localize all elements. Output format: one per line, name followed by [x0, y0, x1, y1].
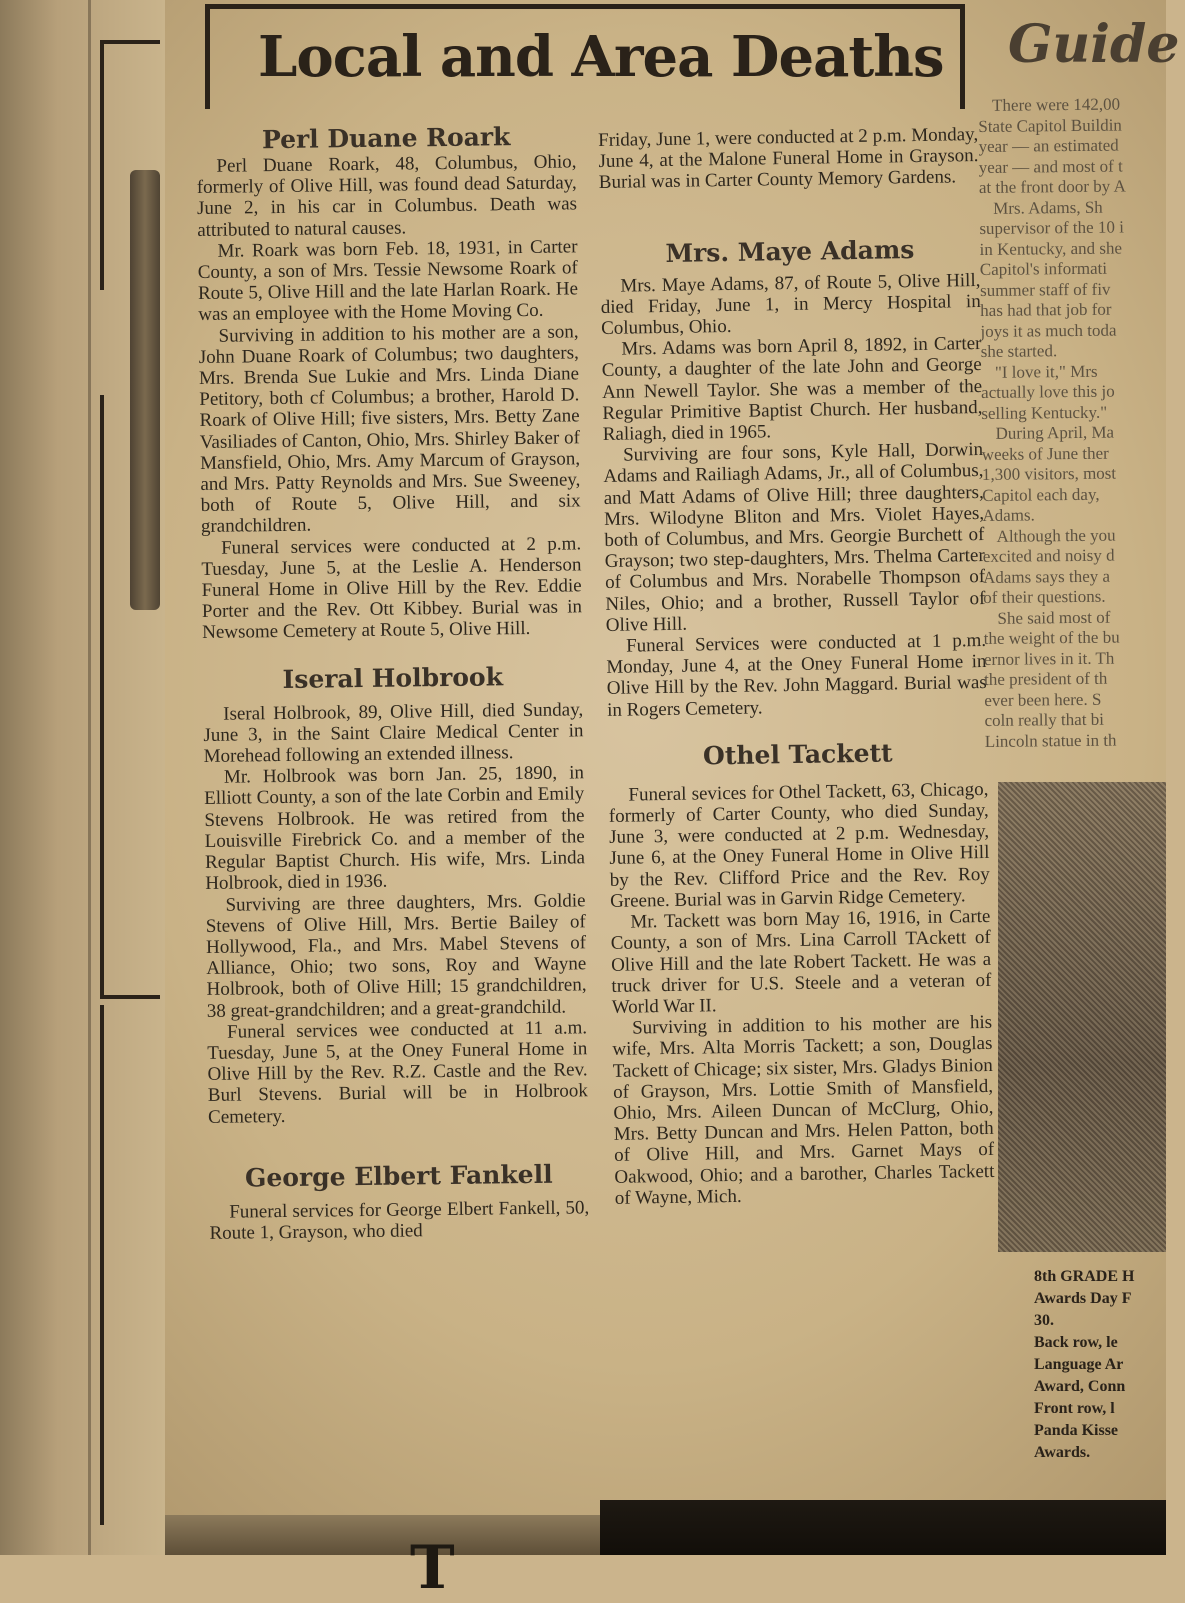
column-rule	[100, 40, 160, 44]
obit-paragraph: Mr. Holbrook was born Jan. 25, 1890, in Elliott County, a son of the late Corbin and Emily Stevens Holbrook. He was retired from the Louisville Firebrick Co. and a member of the Regular Baptist Church. His wife, Mrs. Linda Holbrook, died in 1936.	[204, 762, 586, 895]
column-one	[196, 121, 590, 1244]
column-three-line: Adams says they a	[982, 566, 1111, 587]
column-three-line: State Capitol Buildin	[978, 114, 1122, 136]
obit-paragraph: Funeral services were conducted at 2 p.m. Tuesday, June 5, at the Leslie A. Henderson Funeral Home in Olive Hill by the Rev. Eddie Porter and the Rev. Ott Kibbey. Burial was in Newsome Cemetery at Route 5, Olive Hill.	[201, 532, 583, 644]
column-three-line: During April, Ma	[995, 422, 1115, 443]
column-three-line: supervisor of the 10 i	[979, 217, 1124, 238]
photo-caption	[1034, 1266, 1174, 1464]
caption-line: Back row, le	[1034, 1334, 1118, 1351]
column-three-line: weeks of June ther	[981, 443, 1109, 464]
column-three-line: There were 142,00	[991, 94, 1121, 115]
obit-paragraph: Mr. Tackett was born May 16, 1916, in Carte County, a son of Mrs. Lina Carroll TAckett of Olive Hill and the late Robert Tackett. He was a truck driver for U.S. Steele and a veteran of World War II.	[610, 906, 992, 1018]
obit-paragraph: Mrs. Adams was born April 8, 1892, in Carter County, a daughter of the late John and George Ann Newell Taylor. She was a member of the Regular Primitive Baptist Church. Her husband, Raliagh, died in 1965.	[601, 333, 983, 445]
column-three-line: at the front door by A	[978, 176, 1126, 197]
column-three-line: selling Kentucky."	[981, 402, 1108, 423]
caption-line: Awards Day F	[1034, 1290, 1132, 1307]
obit-paragraph: Funeral services wee conducted at 11 a.m. Tuesday, June 5, at the Oney Funeral Home in Olive Hill by the Rev. R.Z. Castle and the Rev. Burl Stevens. Burial will be in Holbrook Cemetery.	[207, 1017, 588, 1128]
obit-paragraph: Funeral services for George Elbert Fankell, 50, Route 1, Grayson, who died	[209, 1197, 590, 1244]
column-three-line: of their questions.	[983, 586, 1106, 607]
obit-heading: Mrs. Maye Adams	[665, 234, 915, 268]
column-three	[978, 94, 1185, 752]
column-three-line: ever been here. S	[984, 689, 1102, 710]
page-bottom-shadow	[600, 1500, 1166, 1555]
column-three-line: Mrs. Adams, Sh	[993, 197, 1103, 218]
column-three-line: Adams.	[982, 505, 1035, 525]
column-three-line: in Kentucky, and she	[979, 238, 1123, 259]
column-three-line: coln really that bi	[984, 709, 1105, 730]
obit-heading: Othel Tackett	[702, 738, 893, 771]
column-three-line: "I love it," Mrs	[994, 361, 1098, 382]
page-bottom-edge	[165, 1515, 605, 1555]
obit-paragraph: Surviving are three daughters, Mrs. Goldie Stevens of Olive Hill, Mrs. Bertie Bailey of Hollywood, Fla., and Mrs. Mabel Stevens of Alliance, Ohio; two sons, Roy and Wayne Holbrook, both of Olive Hill; 15 grandchildren, 38 great-grandchildren; and a great-grandchild.	[205, 889, 587, 1022]
caption-line: 8th GRADE H	[1034, 1268, 1135, 1285]
shadow-object	[130, 170, 160, 610]
obit-paragraph: Funeral Services were conducted at 1 p.m. Monday, June 4, at the Oney Funeral Home in Olive Hill by the Rev. John Maggard. Burial was in Rogers Cemetery.	[606, 630, 987, 721]
page-fold	[88, 0, 91, 1555]
column-three-line: she started.	[980, 341, 1058, 361]
column-three-line: 1,300 visitors, most	[981, 463, 1117, 484]
obit-paragraph: Perl Duane Roark, 48, Columbus, Ohio, formerly of Olive Hill, was found dead Saturday, June 2, in his car in Columbus. Death was attributed to natural causes.	[196, 151, 578, 241]
column-three-line: has had that job for	[980, 299, 1112, 320]
obit-paragraph: Mr. Roark was born Feb. 18, 1931, in Carter County, a son of Mrs. Tessie Newsome Roark of Route 5, Olive Hill and the late Harlan Roark. He was an employee with the Home Moving Co.	[197, 236, 579, 326]
obit-heading: George Elbert Fankell	[244, 1159, 553, 1193]
caption-line: Award, Conn	[1034, 1378, 1126, 1395]
photo	[998, 782, 1166, 1252]
obit-paragraph: Surviving in addition to his mother are a son, John Duane Roark of Columbus; two daughters, Mrs. Brenda Sue Lukie and Mrs. Linda Diane Petitory, both cf Columbus; a brother, Harold D. Roark of Olive Hill; five sisters, Mrs. Betty Zane Vasiliades of Canton, Ohio, Mrs. Shirley Baker of Mansfield, Ohio, Mrs. Amy Marcum of Grayson, and Mrs. Patty Reynolds and Mrs. Sue Sweeney, both of Route 5, Olive Hill, and six grandchildren.	[198, 320, 581, 538]
column-two	[598, 124, 995, 1209]
column-rule	[100, 40, 104, 290]
column-rule	[100, 1005, 104, 1525]
next-headline-glyph: T	[410, 1533, 455, 1603]
caption-line: Language Ar	[1034, 1356, 1124, 1373]
caption-line: Panda Kisse	[1034, 1422, 1119, 1439]
obit-heading: Iseral Holbrook	[282, 661, 504, 694]
obit-paragraph: Funeral sevices for Othel Tackett, 63, Chicago, formerly of Carter County, who died Sunday, June 3, were conducted at 2 p.m. Wednesday, June 6, at the Oney Funeral Home in Olive Hill by the Rev. Clifford Price and the Rev. Roy Greene. Burial was in Garvin Ridge Cemetery.	[608, 778, 990, 912]
adjacent-page	[0, 0, 165, 1555]
section-headline: Local and Area Deaths	[258, 24, 944, 90]
column-three-line: She said most of	[997, 607, 1111, 628]
column-rule	[100, 995, 160, 999]
column-three-line: Capitol each day,	[982, 484, 1100, 505]
obit-paragraph: Surviving in addition to his mother are his wife, Mrs. Alta Morris Tackett; a son, Douglas Tackett of Chicage; six sister, Mrs. Gladys Binion of Grayson, Mrs. Lottie Smith of Mansfield, Ohio, Mrs. Aileen Duncan of McClurg, Ohio, Mrs. Betty Duncan and Mrs. Helen Patton, both of Olive Hill, and Mrs. Garnet Mays of Oakwood, Ohio; and a barother, Charles Tackett of Wayne, Mich.	[612, 1012, 995, 1209]
column-three-line: year — and most of t	[978, 155, 1123, 177]
obit-paragraph: Surviving are four sons, Kyle Hall, Dorwin Adams and Railiagh Adams, Jr., all of Columbus, and Matt Adams of Olive Hill; three daughters, Mrs. Wilodyne Bliton and Mrs. Violet Hayes, both of Columbus, and Mrs. Georgie Burchett of Grayson; two step-daughters, Mrs. Thelma Carter of Columbus and Mrs. Norabelle Thompson of Niles, Ohio; and a brother, Russell Taylor of Olive Hill.	[603, 439, 986, 636]
column-three-line: the weight of the bu	[983, 627, 1120, 648]
obit-paragraph: Iseral Holbrook, 89, Olive Hill, died Sunday, June 3, in the Saint Claire Medical Center in Morehead following an extended illness.	[203, 698, 584, 768]
column-three-line: actually love this jo	[981, 381, 1115, 402]
column-three-line: joys it as much toda	[980, 320, 1117, 341]
column-three-line: the president of th	[984, 668, 1108, 689]
obit-continuation: Friday, June 1, were conducted at 2 p.m. Monday, June 4, at the Malone Funeral Home in Grayson. Burial was in Carter County Memory Gardens.	[598, 124, 979, 194]
neighbor-headline: Guide	[1008, 14, 1180, 75]
column-three-line: year — an estimated	[978, 135, 1119, 156]
column-three-line: Capitol's informati	[979, 258, 1108, 279]
column-three-line: Although the you	[996, 525, 1116, 546]
column-three-line: summer staff of fiv	[979, 279, 1111, 300]
obit-paragraph: Mrs. Maye Adams, 87, of Route 5, Olive Hill, died Friday, June 1, in Mercy Hospital in Columbus, Ohio.	[600, 269, 981, 339]
caption-line: Front row, l	[1034, 1400, 1115, 1417]
obit-heading: Perl Duane Roark	[261, 122, 511, 155]
column-three-line: Lincoln statue in th	[984, 730, 1117, 751]
column-three-line: excited and noisy d	[982, 545, 1115, 566]
caption-line: 30.	[1034, 1312, 1054, 1329]
column-rule	[100, 395, 104, 995]
column-three-line: ernor lives in it. Th	[983, 648, 1115, 669]
caption-line: Awards.	[1034, 1444, 1091, 1461]
